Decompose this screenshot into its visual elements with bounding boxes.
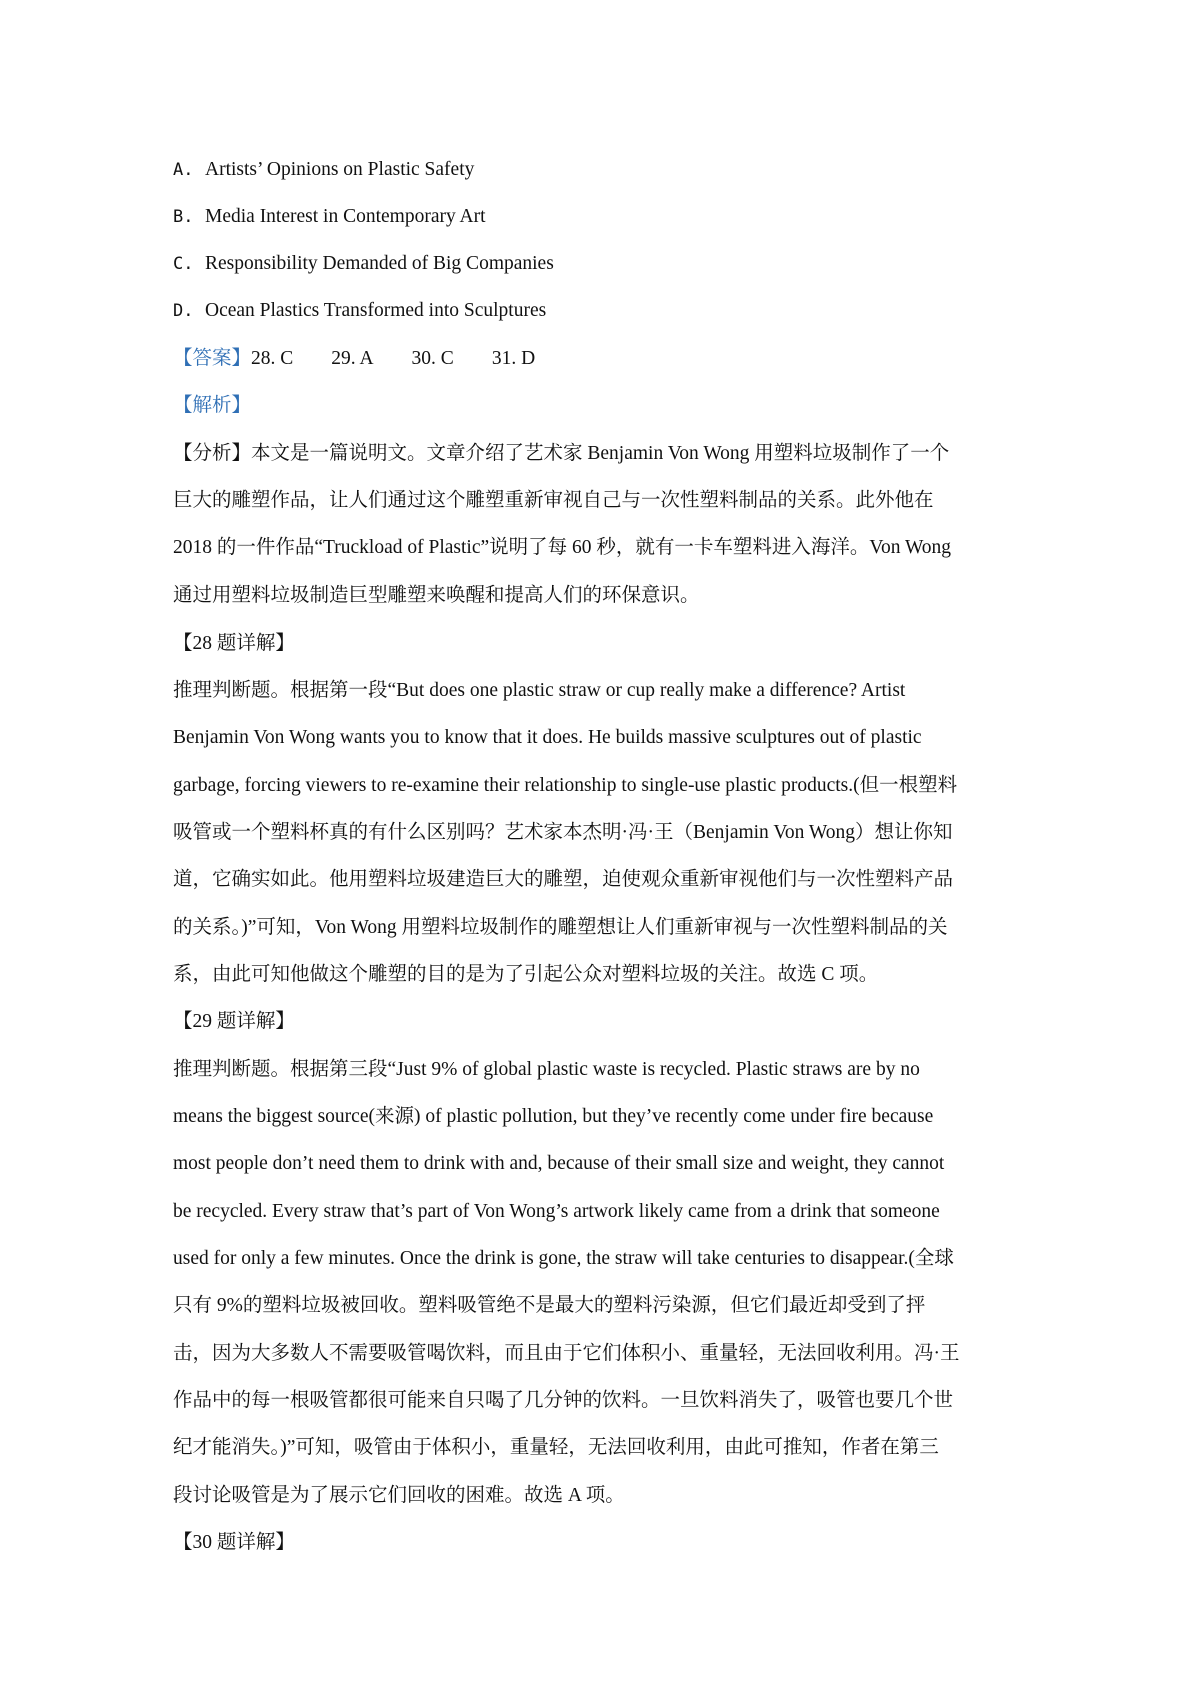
fenxi-label: 【分析】 bbox=[173, 443, 252, 464]
q29-line-2: means the biggest source(来源) of plastic pollution, but they’ve recently come under fire because bbox=[173, 1106, 934, 1127]
q30-header: 【30 题详解】 bbox=[173, 1532, 295, 1553]
q28-line-7: 系，由此可知他做这个雕塑的目的是为了引起公众对塑料垃圾的关注。故选 C 项。 bbox=[173, 964, 879, 985]
q29-header: 【29 题详解】 bbox=[173, 1011, 295, 1032]
q28-line-3: garbage, forcing viewers to re-examine their relationship to single-use plastic products.(但一根塑料 bbox=[173, 775, 958, 796]
option-a bbox=[173, 155, 1053, 185]
q29-line-7: 击，因为大多数人不需要吸管喝饮料，而且由于它们体积小、重量轻，无法回收利用。冯·王 bbox=[173, 1343, 960, 1364]
option-c bbox=[173, 249, 1053, 279]
q28-line-1: 推理判断题。根据第一段“But does one plastic straw or cup really make a difference? Artist bbox=[173, 680, 906, 701]
option-text: Ocean Plastics Transformed into Sculptures bbox=[205, 300, 547, 321]
q28-line-5: 道，它确实如此。他用塑料垃圾建造巨大的雕塑，迫使观众重新审视他们与一次性塑料产品 bbox=[173, 869, 954, 890]
fenxi-text: 本文是一篇说明文。文章介绍了艺术家 Benjamin Von Wong 用塑料垃圾制作了一个 bbox=[251, 443, 950, 464]
q29-line-9: 纪才能消失。)”可知，吸管由于体积小，重量轻，无法回收利用，由此可推知，作者在第三 bbox=[173, 1437, 939, 1458]
q28-header: 【28 题详解】 bbox=[173, 633, 295, 654]
fenxi-line-2: 巨大的雕塑作品，让人们通过这个雕塑重新审视自己与一次性塑料制品的关系。此外他在 bbox=[173, 490, 934, 511]
answer-line bbox=[173, 344, 1053, 374]
option-letter: D. bbox=[173, 301, 194, 321]
answer-item: 29. A bbox=[331, 348, 374, 369]
q29-line-1: 推理判断题。根据第三段“Just 9% of global plastic waste is recycled. Plastic straws are by no bbox=[173, 1059, 920, 1080]
q29-line-8: 作品中的每一根吸管都很可能来自只喝了几分钟的饮料。一旦饮料消失了，吸管也要几个世 bbox=[173, 1390, 954, 1411]
option-text: Responsibility Demanded of Big Companies bbox=[205, 253, 554, 274]
option-text: Artists’ Opinions on Plastic Safety bbox=[205, 159, 475, 180]
option-b bbox=[173, 202, 1053, 232]
fenxi-line-1 bbox=[173, 439, 1053, 469]
q29-line-3: most people don’t need them to drink with and, because of their small size and weight, they cannot bbox=[173, 1153, 945, 1174]
q28-line-6: 的关系。)”可知，Von Wong 用塑料垃圾制作的雕塑想让人们重新审视与一次性塑料制品的关 bbox=[173, 917, 948, 938]
option-d bbox=[173, 296, 1053, 326]
option-letter: C. bbox=[173, 254, 194, 274]
q29-line-4: be recycled. Every straw that’s part of Von Wong’s artwork likely came from a drink that someone bbox=[173, 1201, 940, 1222]
q29-line-6: 只有 9%的塑料垃圾被回收。塑料吸管绝不是最大的塑料污染源，但它们最近却受到了抨 bbox=[173, 1295, 926, 1316]
fenxi-line-3: 2018 的一件作品“Truckload of Plastic”说明了每 60 秒，就有一卡车塑料进入海洋。Von Wong bbox=[173, 537, 952, 558]
q29-line-5: used for only a few minutes. Once the drink is gone, the straw will take centuries to disappear.(全球 bbox=[173, 1248, 954, 1269]
answer-item: 31. D bbox=[491, 348, 536, 369]
q29-line-10: 段讨论吸管是为了展示它们回收的困难。故选 A 项。 bbox=[173, 1485, 625, 1506]
answer-label: 【答案】 bbox=[173, 348, 252, 369]
option-letter: B. bbox=[173, 207, 194, 227]
option-letter: A. bbox=[173, 160, 194, 180]
option-text: Media Interest in Contemporary Art bbox=[205, 206, 486, 227]
answer-item: 28. C bbox=[251, 348, 294, 369]
analysis-label: 【解析】 bbox=[173, 395, 252, 416]
q28-line-2: Benjamin Von Wong wants you to know that it does. He builds massive sculptures out of plastic bbox=[173, 727, 922, 748]
fenxi-line-4: 通过用塑料垃圾制造巨型雕塑来唤醒和提高人们的环保意识。 bbox=[173, 585, 700, 606]
q28-line-4: 吸管或一个塑料杯真的有什么区别吗？艺术家本杰明·冯·王（Benjamin Von Wong）想让你知 bbox=[173, 822, 953, 843]
answer-item: 30. C bbox=[411, 348, 454, 369]
